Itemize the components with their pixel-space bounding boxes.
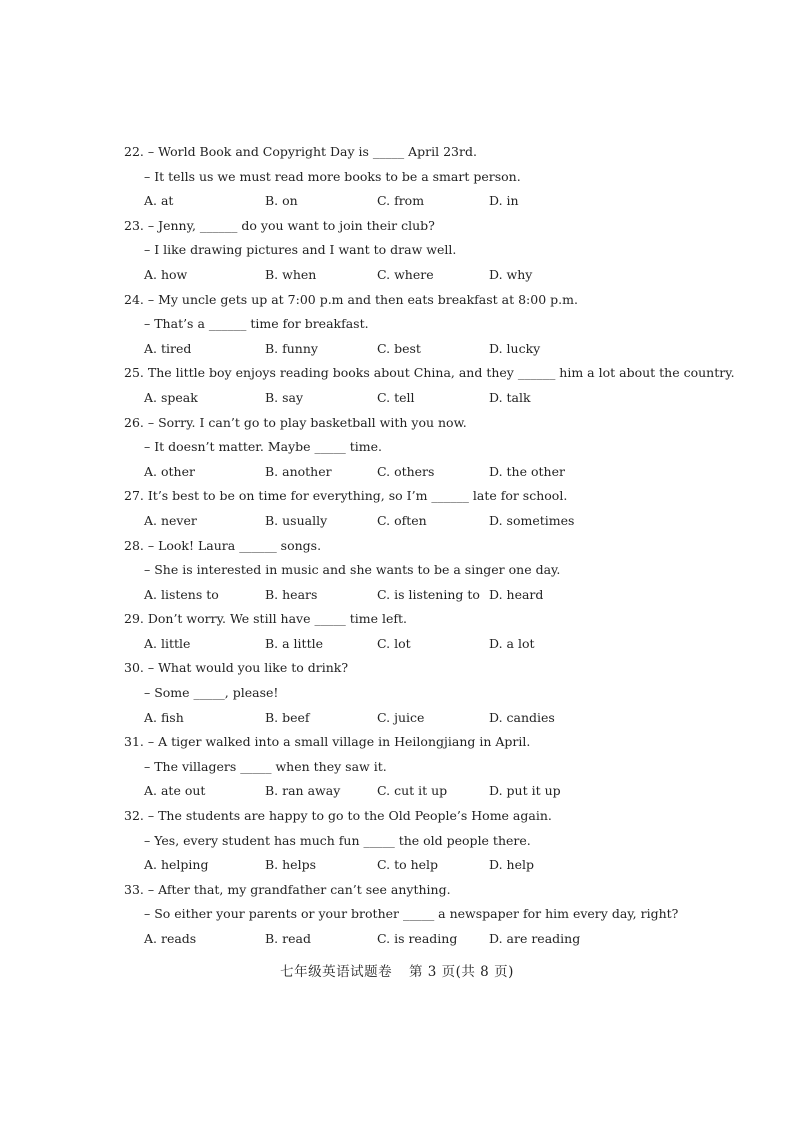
- question-item: [124, 607, 724, 656]
- answer-options: [124, 706, 724, 731]
- answer-option[interactable]: B. read: [265, 931, 311, 946]
- question-stem: 33. – After that, my grandfather can’t see anything.: [124, 881, 451, 897]
- answer-options: [124, 263, 724, 288]
- answer-option[interactable]: A. fish: [144, 709, 184, 725]
- question-stem: 28. – Look! Laura ______ songs.: [124, 537, 322, 553]
- answer-option[interactable]: B. another: [265, 463, 332, 479]
- answer-option[interactable]: B. helps: [265, 857, 316, 873]
- question-item: [124, 214, 724, 288]
- answer-option[interactable]: B. when: [265, 266, 317, 282]
- answer-option[interactable]: B. beef: [265, 709, 310, 725]
- answer-option[interactable]: B. funny: [265, 340, 318, 356]
- question-item: [124, 484, 724, 533]
- question-stem: 25. The little boy enjoys reading books about China, and they ______ him a lot about the country.: [124, 365, 735, 381]
- question-stem: 26. – Sorry. I can’t go to play basketball with you now.: [124, 414, 467, 430]
- question-dialogue-line: – I like drawing pictures and I want to draw well.: [144, 242, 457, 258]
- answer-option[interactable]: C. where: [377, 266, 434, 282]
- answer-options: [124, 853, 724, 878]
- answer-option[interactable]: C. is reading: [377, 931, 458, 946]
- answer-options: [124, 632, 724, 657]
- answer-option[interactable]: D. lucky: [489, 340, 541, 356]
- answer-option[interactable]: A. listens to: [144, 586, 219, 602]
- answer-options: [124, 779, 724, 804]
- answer-options: [124, 509, 724, 534]
- question-stem: 22. – World Book and Copyright Day is _____ April 23rd.: [124, 144, 477, 159]
- answer-option[interactable]: B. usually: [265, 512, 328, 528]
- answer-option[interactable]: B. a little: [265, 635, 323, 651]
- question-stem: 23. – Jenny, ______ do you want to join their club?: [124, 217, 435, 233]
- answer-option[interactable]: D. the other: [489, 463, 565, 479]
- question-dialogue-line: – It doesn’t matter. Maybe _____ time.: [144, 439, 382, 455]
- question-dialogue-line: – It tells us we must read more books to be a smart person.: [144, 168, 521, 184]
- answer-option[interactable]: D. a lot: [489, 635, 535, 651]
- question-stem: 29. Don’t worry. We still have _____ time left.: [124, 611, 407, 627]
- answer-option[interactable]: C. cut it up: [377, 783, 448, 799]
- question-list: [124, 140, 735, 952]
- answer-option[interactable]: A. tired: [144, 340, 192, 356]
- answer-option[interactable]: D. in: [489, 193, 519, 209]
- answer-option[interactable]: A. at: [144, 193, 174, 209]
- question-dialogue-line: – Yes, every student has much fun _____ the old people there.: [144, 832, 531, 848]
- question-item: [124, 140, 724, 214]
- question-item: [124, 288, 724, 362]
- answer-option[interactable]: A. ate out: [144, 783, 206, 799]
- question-stem: 31. – A tiger walked into a small village in Heilongjiang in April.: [124, 734, 531, 750]
- question-dialogue-line: – That’s a ______ time for breakfast.: [144, 316, 369, 332]
- question-dialogue-line: – She is interested in music and she wants to be a singer one day.: [144, 562, 561, 578]
- question-item: [124, 361, 735, 410]
- question-stem: 27. It’s best to be on time for everything, so I’m ______ late for school.: [124, 488, 568, 504]
- answer-option[interactable]: A. helping: [144, 857, 209, 873]
- answer-option[interactable]: D. are reading: [489, 931, 581, 946]
- answer-option[interactable]: B. hears: [265, 586, 318, 602]
- question-dialogue-line: – Some _____, please!: [144, 685, 279, 701]
- answer-option[interactable]: B. ran away: [265, 783, 341, 799]
- answer-option[interactable]: D. candies: [489, 709, 555, 725]
- question-item: [124, 534, 724, 608]
- question-dialogue-line: – So either your parents or your brother _____ a newspaper for him every day, right?: [144, 906, 679, 922]
- answer-option[interactable]: C. from: [377, 193, 425, 209]
- answer-option[interactable]: D. talk: [489, 389, 531, 405]
- question-item: [124, 804, 724, 878]
- question-item: [124, 730, 724, 804]
- answer-option[interactable]: C. lot: [377, 635, 411, 651]
- answer-options: [124, 337, 724, 362]
- answer-option[interactable]: A. how: [144, 266, 188, 282]
- answer-option[interactable]: C. is listening to: [377, 586, 480, 602]
- answer-options: [124, 189, 724, 214]
- answer-option[interactable]: C. others: [377, 463, 435, 479]
- answer-option[interactable]: A. never: [144, 512, 197, 528]
- answer-options: [124, 460, 724, 485]
- answer-options: [124, 386, 724, 411]
- answer-option[interactable]: C. juice: [377, 709, 425, 725]
- question-item: [124, 656, 724, 730]
- answer-option[interactable]: C. to help: [377, 857, 439, 873]
- footer-title: 七年级英语试题卷: [280, 964, 393, 980]
- answer-option[interactable]: C. tell: [377, 389, 415, 405]
- answer-option[interactable]: A. reads: [144, 931, 197, 946]
- answer-options: [124, 583, 724, 608]
- question-stem: 32. – The students are happy to go to the Old People’s Home again.: [124, 808, 552, 824]
- answer-option[interactable]: C. often: [377, 512, 427, 528]
- answer-options: [124, 927, 724, 952]
- question-stem: 24. – My uncle gets up at 7:00 p.m and then eats breakfast at 8:00 p.m.: [124, 291, 578, 307]
- answer-option[interactable]: B. on: [265, 193, 298, 209]
- answer-option[interactable]: D. sometimes: [489, 512, 575, 528]
- question-dialogue-line: – The villagers _____ when they saw it.: [144, 758, 387, 774]
- answer-option[interactable]: A. speak: [144, 389, 198, 405]
- answer-option[interactable]: D. heard: [489, 586, 544, 602]
- answer-option[interactable]: C. best: [377, 340, 421, 356]
- answer-option[interactable]: A. other: [144, 463, 195, 479]
- question-item: [124, 411, 724, 485]
- question-item: [124, 878, 724, 952]
- page-footer: [0, 960, 794, 980]
- answer-option[interactable]: A. little: [144, 635, 191, 651]
- footer-page-number: 第 3 页(共 8 页): [408, 964, 514, 980]
- answer-option[interactable]: D. put it up: [489, 783, 561, 799]
- answer-option[interactable]: D. why: [489, 266, 533, 282]
- answer-option[interactable]: D. help: [489, 857, 534, 873]
- question-stem: 30. – What would you like to drink?: [124, 660, 349, 676]
- answer-option[interactable]: B. say: [265, 389, 304, 405]
